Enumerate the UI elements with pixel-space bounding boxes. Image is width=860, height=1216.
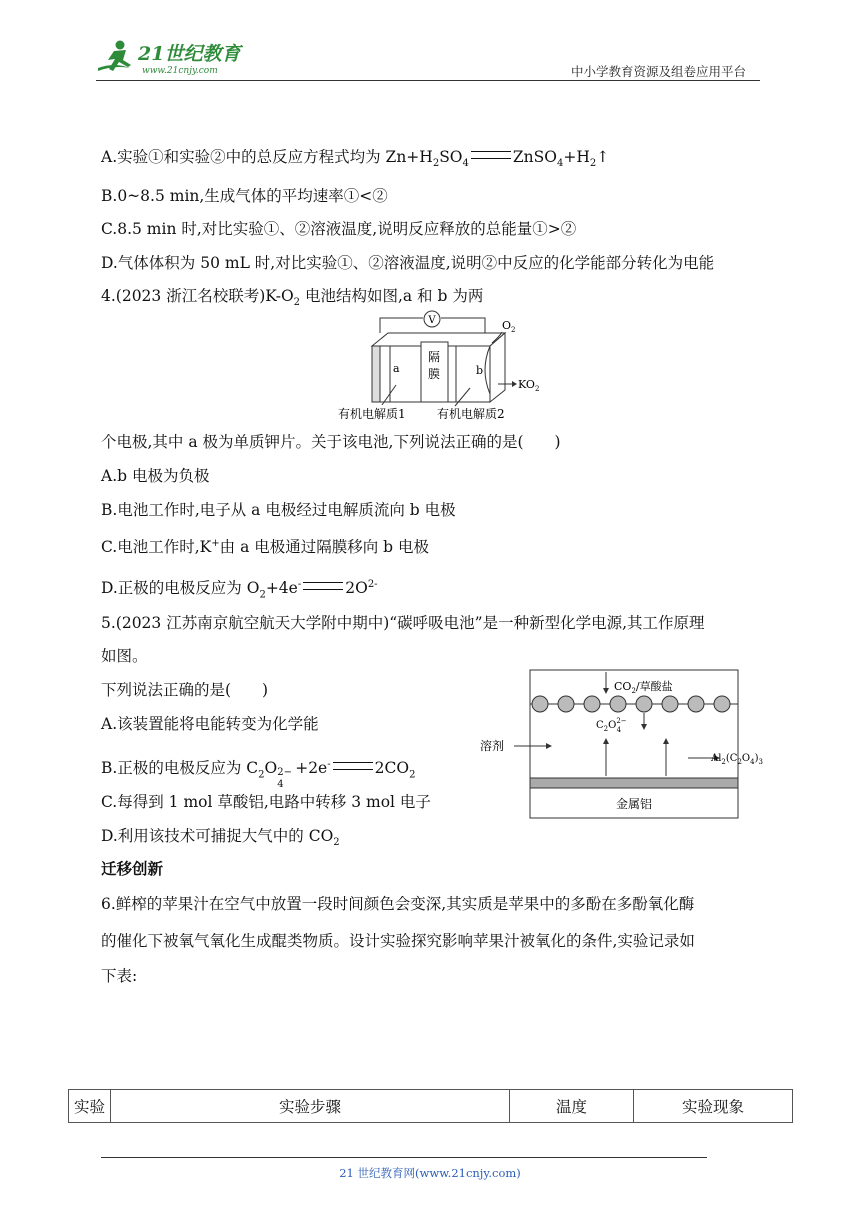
electrode-b-label: b: [476, 364, 484, 377]
aluminum-plate: [530, 778, 738, 788]
membrane-label-1: 隔: [428, 350, 441, 364]
q3-option-d: D.气体体积为 50 mL 时,对比实验①、②溶液温度,说明②中反应的化学能部分转化为电能: [101, 254, 715, 272]
site-logo: [96, 38, 256, 78]
q6-stem-line2: 的催化下被氧气氧化生成醌类物质。设计实验探究影响苹果汁被氧化的条件,实验记录如: [101, 932, 695, 950]
equals-arrow: [333, 762, 373, 770]
electrode-a-plate: [372, 346, 380, 402]
q5-option-c: C.每得到 1 mol 草酸铝,电路中转移 3 mol 电子: [101, 793, 431, 811]
q4-battery-figure: [330, 308, 540, 426]
equals-arrow: [303, 582, 343, 590]
q5-option-a: A.该装置能将电能转变为化学能: [101, 715, 319, 733]
table-header-cell: 实验: [69, 1090, 111, 1123]
solvent-label: 溶剂: [480, 739, 505, 753]
metal-aluminum-label: 金属铝: [615, 797, 653, 811]
table-header-cell: 实验步骤: [111, 1090, 510, 1123]
q5-stem-line1: 5.(2023 江苏南京航空航天大学附中期中)“碳呼吸电池”是一种新型化学电源,其工作原理: [101, 614, 705, 632]
electrode-a-label: a: [393, 362, 400, 375]
table-header-cell: 温度: [510, 1090, 634, 1123]
q3-option-b: B.0~8.5 min,生成气体的平均速率①<②: [101, 187, 388, 205]
q6-stem-line1: 6.鲜榨的苹果汁在空气中放置一段时间颜色会变深,其实质是苹果中的多酚在多酚氧化酶: [101, 895, 695, 913]
q4-stem-line1: 4.(2023 浙江名校联考)$K-O_2$ 电池结构如图,a 和 b 为两: [101, 287, 484, 309]
q3-option-a: A.实验①和实验②中的总反应方程式均为 $Zn+H_2SO_4$ $ZnSO_4+H_2↑$: [101, 148, 610, 170]
logo-url: www.21cnjy.com: [142, 66, 218, 76]
equals-arrow: [471, 151, 511, 159]
q5-battery-figure: [478, 666, 788, 824]
ko2-label: $KO_2$: [518, 378, 540, 393]
q5-option-b: B.正极的电极反应为 $C_2O$ 2− 4 +2e- $2CO_2$: [101, 759, 416, 791]
aluminum-oxalate-label: $Al_2(C_2O_4)_3$: [711, 753, 763, 766]
voltmeter-label: V: [428, 315, 436, 326]
runner-icon: [98, 41, 131, 72]
footer-text[interactable]: 21 世纪教育网(www.21cnjy.com): [339, 1166, 521, 1180]
q3-option-c: C.8.5 min 时,对比实验①、②溶液温度,说明反应释放的总能量①>②: [101, 220, 577, 238]
o2-label: $O_2$: [502, 319, 516, 334]
co2-oxalate-label: $CO_2/$草酸盐: [614, 680, 673, 695]
q4-option-a: A.b 电极为负极: [101, 467, 210, 485]
q4-option-b: B.电池工作时,电子从 a 电极经过电解质流向 b 电极: [101, 501, 456, 519]
logo-wordmark: 21世纪教育: [138, 43, 241, 65]
section-title: 迁移创新: [101, 860, 164, 878]
footer-divider: [101, 1157, 707, 1158]
q5-stem-line3: 下列说法正确的是( ): [101, 681, 269, 699]
q4-option-c: C.电池工作时,K+由 a 电极通过隔膜移向 b 电极: [101, 538, 430, 557]
table-header-cell: 实验现象: [634, 1090, 793, 1123]
membrane-label-2: 膜: [428, 367, 441, 381]
q5-stem-line2: 如图。: [101, 647, 148, 665]
experiment-table: [68, 1089, 793, 1123]
table-header-row: [69, 1090, 793, 1123]
q4-option-d: D.正极的电极反应为 $O_2+4e^-$ $2O^{2-}$: [101, 579, 378, 601]
q5-option-d: D.利用该技术可捕捉大气中的 $CO_2$: [101, 827, 340, 849]
q4-stem-line2: 个电极,其中 a 极为单质钾片。关于该电池,下列说法正确的是( ): [101, 433, 561, 451]
oxalate-ion-label: $C_2O^{2-}$ 4: [596, 717, 627, 734]
header-platform-text: 中小学教育资源及组卷应用平台: [571, 64, 747, 79]
q6-stem-line3: 下表:: [101, 967, 138, 985]
header-divider: [96, 80, 760, 81]
electrolyte-2-label: 有机电解质2: [437, 407, 505, 421]
electrolyte-1-label: 有机电解质1: [338, 407, 406, 421]
